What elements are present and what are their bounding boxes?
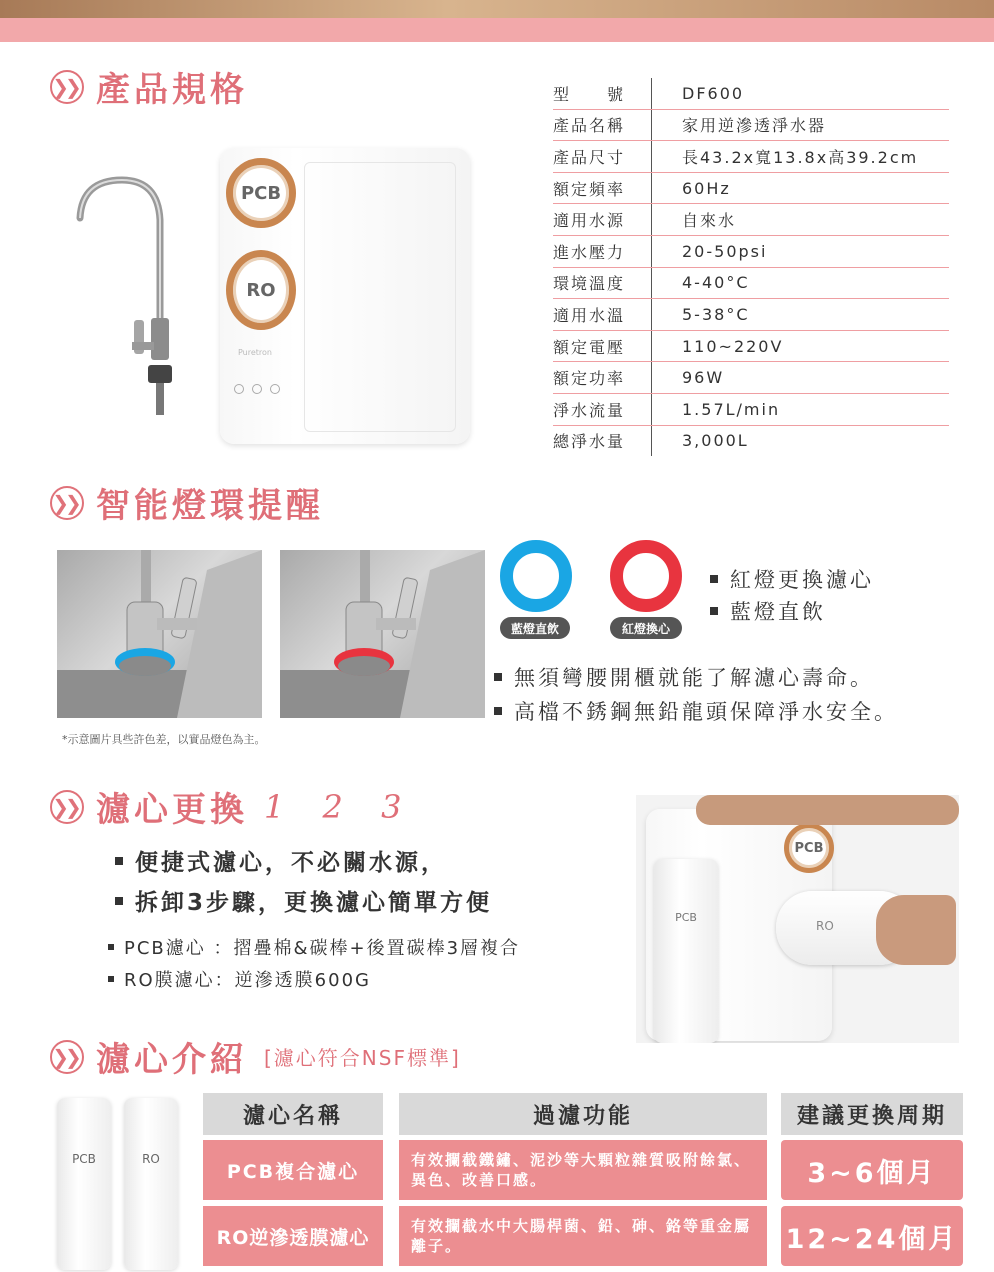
spec-row: 額定頻率 60Hz [553, 173, 949, 205]
spec-row: 淨水流量 1.57L/min [553, 394, 949, 426]
red-ring-photo [280, 550, 485, 718]
spec-row: 進水壓力 20-50psi [553, 236, 949, 268]
purifier-unit-image [220, 148, 470, 444]
spec-row: 型 號 DF600 [553, 78, 949, 110]
red-ring-icon [610, 540, 682, 612]
spec-table [553, 78, 949, 456]
filter-row-2-cycle: 12~24個月 [781, 1206, 963, 1266]
pcb-cartridge-image: PCB [57, 1098, 111, 1270]
light-point-1: 無須彎腰開櫃就能了解濾心壽命。 [494, 662, 874, 692]
double-chevron-icon: ❯❯ [50, 790, 84, 824]
blue-ring-icon [500, 540, 572, 612]
replace-sub-1: PCB濾心 ：摺疊棉&碳棒+後置碳棒3層複合 [108, 934, 520, 960]
double-chevron-icon: ❯❯ [50, 1040, 84, 1074]
faucet-image [62, 170, 192, 430]
filter-header-name: 濾心名稱 [203, 1093, 383, 1135]
spec-row: 額定電壓 110~220V [553, 331, 949, 363]
filter-row-1-name: PCB複合濾心 [203, 1140, 383, 1200]
double-chevron-icon: ❯❯ [50, 70, 84, 104]
photo-pcb-cartridge: PCB [654, 859, 718, 1043]
red-tag: 紅燈換心 [610, 617, 682, 639]
ro-cartridge-image: RO [124, 1098, 178, 1270]
photo-pcb-ring: PCB [784, 823, 834, 873]
pcb-filter-ring: PCB [226, 158, 296, 228]
light-point-2: 高檔不銹鋼無鉛龍頭保障淨水安全。 [494, 696, 898, 726]
filter-header-cycle: 建議更換周期 [781, 1093, 963, 1135]
replace-bullet-1: 便捷式濾心，不必關水源， [115, 844, 447, 877]
blue-tag: 藍燈直飲 [500, 617, 570, 639]
brand-logo: Puretron [238, 348, 273, 357]
spec-title-text: 產品規格 [96, 70, 248, 110]
top-gold-band [0, 0, 994, 18]
spec-row: 總淨水量 3,000L [553, 426, 949, 457]
legend-red: 紅燈更換濾心 [710, 564, 874, 594]
filter-header-function: 過濾功能 [399, 1093, 767, 1135]
spec-row: 產品名稱 家用逆滲透淨水器 [553, 110, 949, 142]
replace-section-title [50, 782, 415, 831]
replace-sub-2: RO膜濾心：逆滲透膜600G [108, 966, 371, 992]
spec-row: 環境溫度 4-40°C [553, 268, 949, 300]
filter-row-1-cycle: 3~6個月 [781, 1140, 963, 1200]
light-title-text: 智能燈環提醒 [96, 486, 324, 526]
intro-section-title [50, 1032, 461, 1081]
legend-blue: 藍燈直飲 [710, 596, 826, 626]
spec-row: 額定功率 96W [553, 362, 949, 394]
spec-row: 適用水源 自來水 [553, 204, 949, 236]
photo-ro-cartridge: RO [776, 891, 916, 965]
spec-section-title [50, 62, 248, 111]
double-chevron-icon: ❯❯ [50, 486, 84, 520]
light-section-title [50, 478, 324, 527]
spec-row: 產品尺寸 長43.2x寬13.8x高39.2cm [553, 141, 949, 173]
filter-row-1-function: 有效攔截鐵鏽、泥沙等大顆粒雜質吸附餘氯、異色、改善口感。 [399, 1140, 767, 1200]
replace-title-text: 濾心更換 [96, 790, 248, 830]
top-pink-band [0, 18, 994, 42]
ro-filter-ring: RO [226, 250, 296, 330]
intro-subtitle: [濾心符合NSF標準] [264, 1046, 461, 1070]
color-note: *示意圖片具些許色差，以實品燈色為主。 [62, 733, 266, 746]
filter-row-2-function: 有效攔截水中大腸桿菌、鉛、砷、鉻等重金屬離子。 [399, 1206, 767, 1266]
replace-bullet-2: 拆卸3步驟，更換濾心簡單方便 [115, 884, 492, 917]
intro-title-text: 濾心介紹 [96, 1040, 248, 1080]
spec-row: 適用水溫 5-38°C [553, 299, 949, 331]
blue-ring-photo [57, 550, 262, 718]
filter-row-2-name: RO逆滲透膜濾心 [203, 1206, 383, 1266]
replace-steps: 1 2 3 [264, 787, 416, 826]
replace-photo [636, 795, 959, 1043]
